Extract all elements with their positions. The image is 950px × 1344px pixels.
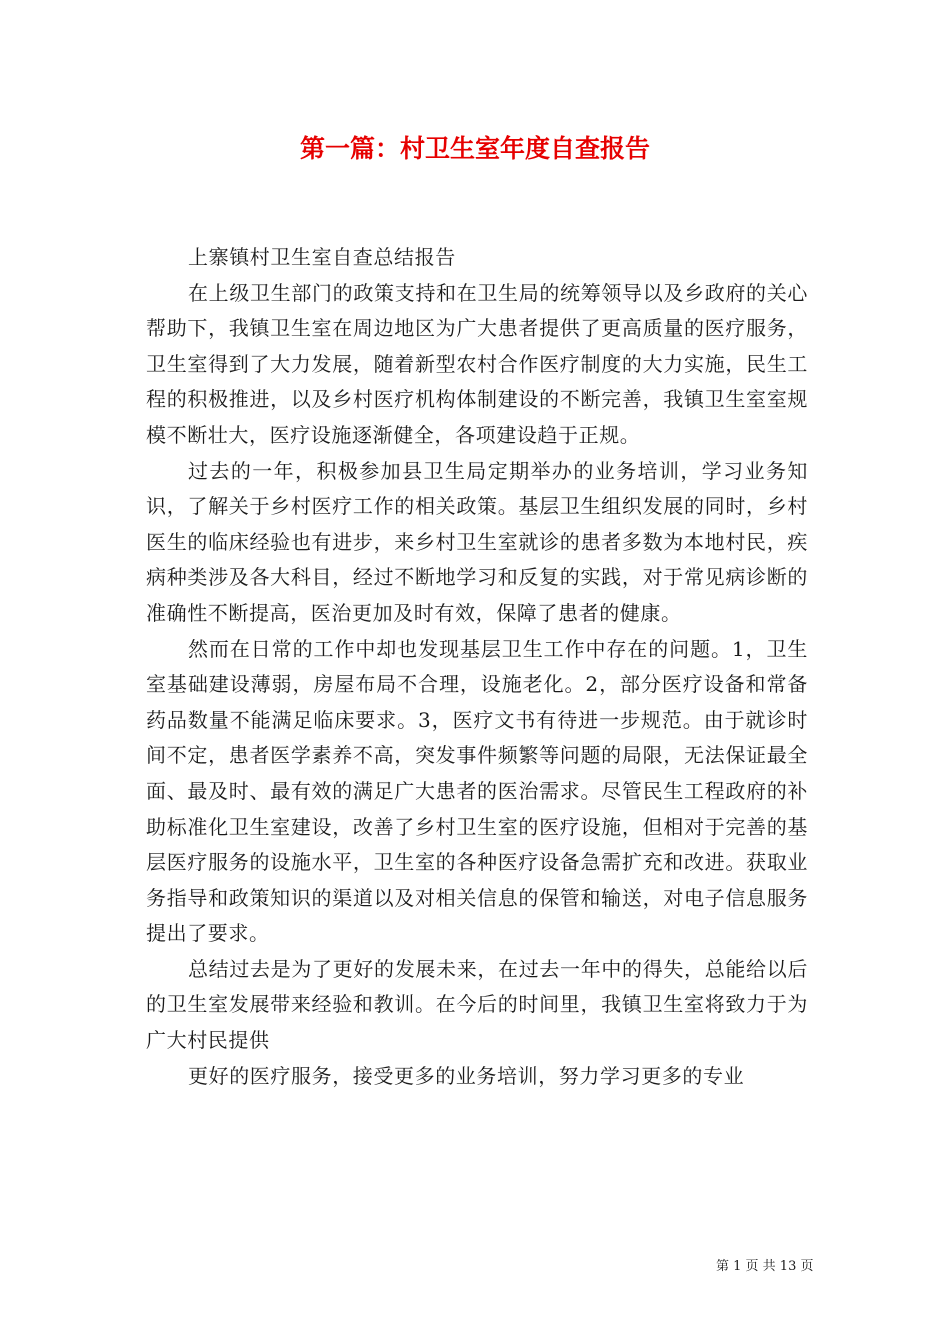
paragraph: 然而在日常的工作中却也发现基层卫生工作中存在的问题。1，卫生室基础建设薄弱，房屋布局不合理，设施老化。2，部分医疗设备和常备药品数量不能满足临床要求。3，医疗文书有待进一步规范。由于就诊时间不定，患者医学素养不高，突发事件频繁等问题的局限，无法保证最全面、最及时、最有效的满足广大患者的医治需求。尽管民生工程政府的补助标准化卫生室建设，改善了乡村卫生室的医疗设施，但相对于完善的基层医疗服务的设施水平，卫生室的各种医疗设备急需扩充和改进。获取业务指导和政策知识的渠道以及对相关信息的保管和输送，对电子信息服务提出了要求。 <box>146 636 808 946</box>
paragraph: 过去的一年，积极参加县卫生局定期举办的业务培训，学习业务知识，了解关于乡村医疗工作的相关政策。基层卫生组织发展的同时，乡村医生的临床经验也有进步，来乡村卫生室就诊的患者多数为本地村民，疾病种类涉及各大科目，经过不断地学习和反复的实践，对于常见病诊断的准确性不断提高，医治更加及时有效，保障了患者的健康。 <box>146 458 808 625</box>
document-body <box>146 240 808 1094</box>
paragraph: 更好的医疗服务，接受更多的业务培训，努力学习更多的专业 <box>188 1063 745 1088</box>
page-number: 第 1 页 共 13 页 <box>716 1259 814 1274</box>
report-subtitle: 上寨镇村卫生室自查总结报告 <box>188 245 456 269</box>
document-title: 第一篇：村卫生室年度自查报告 <box>299 134 650 163</box>
paragraph: 总结过去是为了更好的发展未来，在过去一年中的得失，总能给以后的卫生室发展带来经验和教训。在今后的时间里，我镇卫生室将致力于为广大村民提供 <box>146 956 808 1053</box>
paragraph: 在上级卫生部门的政策支持和在卫生局的统筹领导以及乡政府的关心帮助下，我镇卫生室在周边地区为广大患者提供了更高质量的医疗服务，卫生室得到了大力发展，随着新型农村合作医疗制度的大力实施，民生工程的积极推进，以及乡村医疗机构体制建设的不断完善，我镇卫生室室规模不断壮大，医疗设施逐渐健全，各项建设趋于正规。 <box>146 280 808 447</box>
